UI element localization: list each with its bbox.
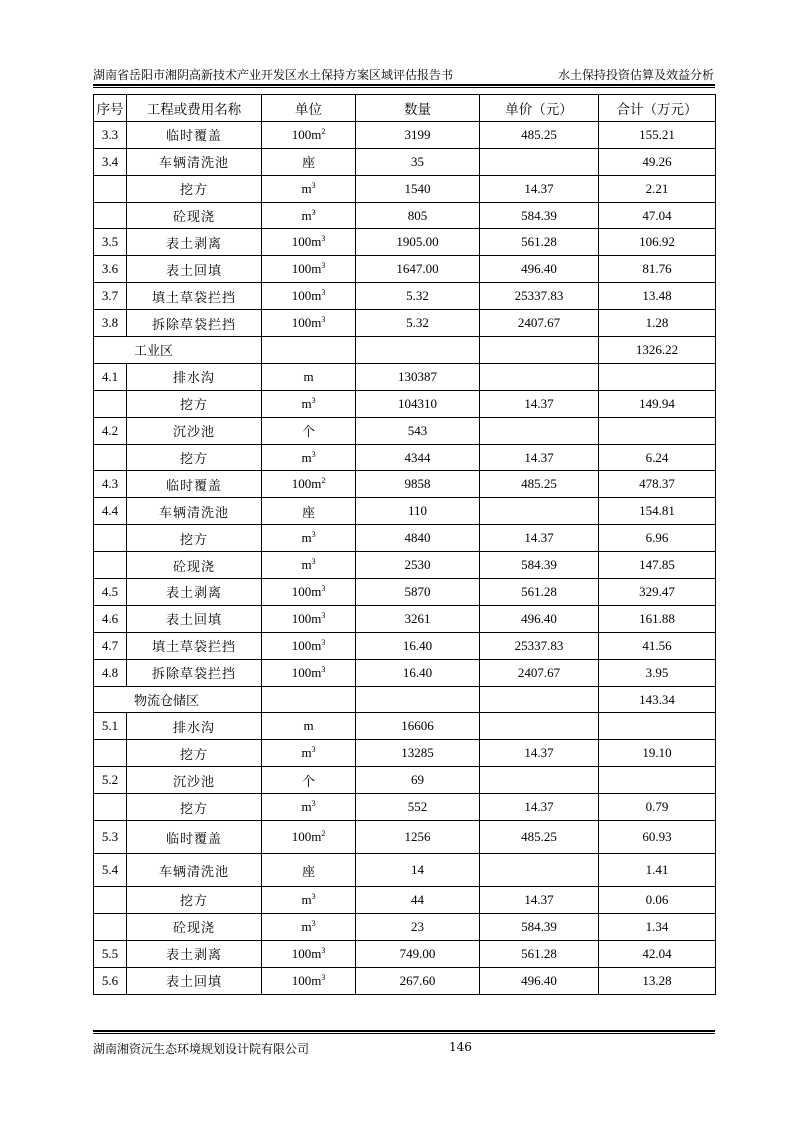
cell-total: 147.85 xyxy=(599,552,716,579)
unit-base: m xyxy=(301,557,312,573)
cell-no: 3.8 xyxy=(94,310,127,337)
cell-no: 4.3 xyxy=(94,471,127,498)
unit-exponent: 3 xyxy=(321,288,326,298)
cell-no: 3.3 xyxy=(94,121,127,148)
cell-total: 60.93 xyxy=(599,821,716,854)
cell-quantity: 9858 xyxy=(356,471,480,498)
cell-no: 4.1 xyxy=(94,363,127,390)
cell-name: 挖方 xyxy=(127,525,262,552)
unit-base: 100m xyxy=(291,610,322,626)
cell-quantity: 1647.00 xyxy=(356,256,480,283)
cell-total: 6.24 xyxy=(599,444,716,471)
table-body xyxy=(94,121,716,994)
table-row xyxy=(94,498,716,525)
cell-unit xyxy=(262,552,356,579)
cell-name: 砼现浇 xyxy=(127,552,262,579)
unit-base: 100m xyxy=(291,476,322,492)
cell-unit xyxy=(262,967,356,994)
unit-base: 100m xyxy=(291,664,322,680)
cell-quantity: 4840 xyxy=(356,525,480,552)
cell-unit xyxy=(262,148,356,175)
cell-unit xyxy=(262,175,356,202)
cell-unit-price: 14.37 xyxy=(480,887,599,914)
table-row xyxy=(94,525,716,552)
unit-base: 100m xyxy=(291,972,322,988)
cell-no xyxy=(94,444,127,471)
unit-exponent: 3 xyxy=(311,395,316,405)
unit-base: 100m xyxy=(291,234,322,250)
cell-quantity: 110 xyxy=(356,498,480,525)
table-row xyxy=(94,552,716,579)
cell-total: 1326.22 xyxy=(599,337,716,364)
cell-quantity: 1905.00 xyxy=(356,229,480,256)
cell-quantity: 1540 xyxy=(356,175,480,202)
cell-name: 车辆清洗池 xyxy=(127,854,262,887)
cell-quantity: 13285 xyxy=(356,740,480,767)
cell-total: 47.04 xyxy=(599,202,716,229)
cell-unit xyxy=(262,767,356,794)
unit-exponent: 3 xyxy=(311,557,316,567)
unit-base: m xyxy=(301,207,312,223)
section-row xyxy=(94,686,716,713)
cell-name: 排水沟 xyxy=(127,363,262,390)
cell-name: 临时覆盖 xyxy=(127,821,262,854)
cell-unit xyxy=(262,417,356,444)
cell-unit xyxy=(262,229,356,256)
cell-unit-price xyxy=(480,713,599,740)
cell-quantity: 543 xyxy=(356,417,480,444)
cell-unit xyxy=(262,794,356,821)
unit-exponent: 3 xyxy=(321,261,326,271)
cell-unit xyxy=(262,363,356,390)
table-row xyxy=(94,940,716,967)
cell-no: 4.6 xyxy=(94,605,127,632)
cell-total xyxy=(599,363,716,390)
cell-unit xyxy=(262,913,356,940)
cell-total xyxy=(599,767,716,794)
table-row xyxy=(94,417,716,444)
section-row xyxy=(94,337,716,364)
cell-no xyxy=(94,913,127,940)
unit-base: m xyxy=(301,891,312,907)
table-row xyxy=(94,967,716,994)
cell-unit xyxy=(262,337,356,364)
cell-no xyxy=(94,525,127,552)
cell-no: 4.5 xyxy=(94,579,127,606)
cell-total: 478.37 xyxy=(599,471,716,498)
cell-unit-price xyxy=(480,337,599,364)
cell-total: 149.94 xyxy=(599,390,716,417)
cell-unit xyxy=(262,498,356,525)
cell-name: 挖方 xyxy=(127,887,262,914)
unit-base: 100m xyxy=(291,288,322,304)
section-title: 工业区 xyxy=(94,337,262,364)
footer-company: 湖南湘资沅生态环境规划设计院有限公司 xyxy=(93,1042,310,1056)
cell-quantity: 16606 xyxy=(356,713,480,740)
cell-quantity: 104310 xyxy=(356,390,480,417)
cell-quantity: 749.00 xyxy=(356,940,480,967)
table-row xyxy=(94,605,716,632)
unit-base: m xyxy=(301,918,312,934)
cell-unit xyxy=(262,821,356,854)
cell-unit xyxy=(262,632,356,659)
cell-unit-price: 485.25 xyxy=(480,471,599,498)
cell-no: 5.6 xyxy=(94,967,127,994)
cell-total: 143.34 xyxy=(599,686,716,713)
cell-unit-price: 496.40 xyxy=(480,967,599,994)
cell-quantity: 14 xyxy=(356,854,480,887)
cell-quantity: 805 xyxy=(356,202,480,229)
table-row xyxy=(94,175,716,202)
cell-no xyxy=(94,794,127,821)
table-row xyxy=(94,887,716,914)
unit-base: m xyxy=(301,530,312,546)
cell-total: 6.96 xyxy=(599,525,716,552)
unit-exponent: 2 xyxy=(321,126,326,136)
cell-name: 排水沟 xyxy=(127,713,262,740)
table-row xyxy=(94,121,716,148)
col-header-no: 序号 xyxy=(94,95,127,122)
cell-name: 表土剥离 xyxy=(127,229,262,256)
unit-base: m xyxy=(301,799,312,815)
table-row xyxy=(94,659,716,686)
cell-unit xyxy=(262,854,356,887)
cell-unit xyxy=(262,202,356,229)
cell-no xyxy=(94,887,127,914)
header-document-title: 湖南省岳阳市湘阴高新技术产业开发区水土保持方案区域评估报告书 xyxy=(93,68,454,82)
cell-total: 42.04 xyxy=(599,940,716,967)
table-row xyxy=(94,913,716,940)
cell-unit-price: 2407.67 xyxy=(480,310,599,337)
cell-unit xyxy=(262,887,356,914)
cell-unit-price: 25337.83 xyxy=(480,632,599,659)
cell-name: 砼现浇 xyxy=(127,913,262,940)
page-number: 146 xyxy=(449,1040,472,1054)
cell-name: 拆除草袋拦挡 xyxy=(127,310,262,337)
cell-name: 填土草袋拦挡 xyxy=(127,283,262,310)
cell-total: 1.28 xyxy=(599,310,716,337)
cell-no xyxy=(94,552,127,579)
table-row xyxy=(94,471,716,498)
cell-name: 沉沙池 xyxy=(127,767,262,794)
cell-unit-price: 584.39 xyxy=(480,202,599,229)
cell-no xyxy=(94,202,127,229)
table-row xyxy=(94,713,716,740)
cell-total xyxy=(599,713,716,740)
cell-no xyxy=(94,740,127,767)
cell-unit-price xyxy=(480,417,599,444)
table-row xyxy=(94,390,716,417)
cell-no: 3.4 xyxy=(94,148,127,175)
cell-total: 1.41 xyxy=(599,854,716,887)
cell-name: 表土回填 xyxy=(127,967,262,994)
cell-unit xyxy=(262,310,356,337)
cell-no: 5.3 xyxy=(94,821,127,854)
cell-name: 挖方 xyxy=(127,175,262,202)
cell-quantity: 16.40 xyxy=(356,632,480,659)
cell-unit xyxy=(262,525,356,552)
cell-unit-price: 561.28 xyxy=(480,229,599,256)
unit-exponent: 3 xyxy=(321,610,326,620)
cell-quantity: 5.32 xyxy=(356,310,480,337)
cell-total: 155.21 xyxy=(599,121,716,148)
unit-exponent: 3 xyxy=(311,449,316,459)
cell-quantity: 1256 xyxy=(356,821,480,854)
cell-total: 81.76 xyxy=(599,256,716,283)
unit-base: 100m xyxy=(291,126,322,142)
cell-unit-price xyxy=(480,148,599,175)
cell-unit xyxy=(262,283,356,310)
cell-name: 挖方 xyxy=(127,794,262,821)
cell-no: 3.7 xyxy=(94,283,127,310)
cell-no: 4.4 xyxy=(94,498,127,525)
cell-unit xyxy=(262,390,356,417)
table-row xyxy=(94,310,716,337)
cell-name: 车辆清洗池 xyxy=(127,148,262,175)
cell-total: 106.92 xyxy=(599,229,716,256)
unit-exponent: 3 xyxy=(311,799,316,809)
cell-total: 3.95 xyxy=(599,659,716,686)
unit-base: m xyxy=(301,395,312,411)
cell-unit xyxy=(262,686,356,713)
cell-unit-price: 496.40 xyxy=(480,605,599,632)
cell-total: 49.26 xyxy=(599,148,716,175)
unit-exponent: 3 xyxy=(311,207,316,217)
cell-unit-price xyxy=(480,498,599,525)
table-row xyxy=(94,854,716,887)
cell-quantity: 16.40 xyxy=(356,659,480,686)
unit-exponent: 3 xyxy=(321,972,326,982)
unit-base: m xyxy=(301,745,312,761)
cell-unit-price: 14.37 xyxy=(480,525,599,552)
unit-base: 个 xyxy=(301,773,315,789)
cell-no: 4.7 xyxy=(94,632,127,659)
footer-rule xyxy=(93,1030,715,1032)
cell-total: 2.21 xyxy=(599,175,716,202)
cell-unit-price: 584.39 xyxy=(480,913,599,940)
col-header-total: 合计（万元） xyxy=(599,95,716,122)
table-row xyxy=(94,229,716,256)
cell-unit xyxy=(262,579,356,606)
cell-name: 表土回填 xyxy=(127,605,262,632)
cell-quantity: 23 xyxy=(356,913,480,940)
cell-unit-price: 496.40 xyxy=(480,256,599,283)
cell-no xyxy=(94,175,127,202)
footer-rule-thin xyxy=(93,1033,715,1034)
cell-quantity: 5870 xyxy=(356,579,480,606)
cell-quantity: 5.32 xyxy=(356,283,480,310)
cell-unit xyxy=(262,659,356,686)
cell-unit-price: 485.25 xyxy=(480,821,599,854)
cell-quantity: 2530 xyxy=(356,552,480,579)
col-header-name: 工程或费用名称 xyxy=(127,95,262,122)
cell-total: 19.10 xyxy=(599,740,716,767)
cell-name: 挖方 xyxy=(127,740,262,767)
unit-exponent: 3 xyxy=(311,891,316,901)
cell-unit xyxy=(262,940,356,967)
cell-no: 5.2 xyxy=(94,767,127,794)
cell-name: 砼现浇 xyxy=(127,202,262,229)
cell-unit-price: 14.37 xyxy=(480,175,599,202)
unit-base: m xyxy=(301,449,312,465)
cell-name: 临时覆盖 xyxy=(127,121,262,148)
cell-name: 表土回填 xyxy=(127,256,262,283)
cell-unit-price: 561.28 xyxy=(480,579,599,606)
unit-base: m xyxy=(301,180,312,196)
table-row xyxy=(94,794,716,821)
cell-no: 4.8 xyxy=(94,659,127,686)
cell-no: 5.5 xyxy=(94,940,127,967)
cell-unit-price xyxy=(480,686,599,713)
unit-base: 100m xyxy=(291,583,322,599)
cell-quantity xyxy=(356,337,480,364)
cell-unit xyxy=(262,713,356,740)
unit-base: 座 xyxy=(301,504,315,520)
section-title: 物流仓储区 xyxy=(94,686,262,713)
cell-no: 3.6 xyxy=(94,256,127,283)
cell-total: 41.56 xyxy=(599,632,716,659)
table-row xyxy=(94,202,716,229)
header-chapter-title: 水土保持投资估算及效益分析 xyxy=(557,68,714,82)
unit-base: 个 xyxy=(301,424,315,440)
cell-quantity: 267.60 xyxy=(356,967,480,994)
cell-unit-price xyxy=(480,363,599,390)
cell-total: 154.81 xyxy=(599,498,716,525)
unit-exponent: 3 xyxy=(321,234,326,244)
cell-unit-price xyxy=(480,767,599,794)
cell-name: 挖方 xyxy=(127,444,262,471)
table-row xyxy=(94,148,716,175)
unit-exponent: 2 xyxy=(321,829,326,839)
unit-exponent: 3 xyxy=(311,745,316,755)
cell-quantity: 130387 xyxy=(356,363,480,390)
cell-unit xyxy=(262,121,356,148)
table-row xyxy=(94,444,716,471)
table-row xyxy=(94,740,716,767)
cell-quantity xyxy=(356,686,480,713)
cost-estimate-table xyxy=(93,94,716,995)
unit-base: 100m xyxy=(291,637,322,653)
unit-exponent: 3 xyxy=(321,945,326,955)
unit-base: m xyxy=(303,718,314,734)
cell-unit-price: 561.28 xyxy=(480,940,599,967)
cell-name: 挖方 xyxy=(127,390,262,417)
cell-unit-price: 14.37 xyxy=(480,444,599,471)
col-header-unit: 单位 xyxy=(262,95,356,122)
unit-exponent: 3 xyxy=(311,530,316,540)
cell-name: 沉沙池 xyxy=(127,417,262,444)
cell-name: 表土剥离 xyxy=(127,940,262,967)
cell-total: 329.47 xyxy=(599,579,716,606)
cell-quantity: 44 xyxy=(356,887,480,914)
header-rule-thin xyxy=(93,87,715,88)
cell-unit-price: 25337.83 xyxy=(480,283,599,310)
cell-no: 5.1 xyxy=(94,713,127,740)
table-row xyxy=(94,256,716,283)
cell-unit-price: 2407.67 xyxy=(480,659,599,686)
cell-name: 临时覆盖 xyxy=(127,471,262,498)
cell-unit xyxy=(262,444,356,471)
table-row xyxy=(94,579,716,606)
col-header-quantity: 数量 xyxy=(356,95,480,122)
unit-exponent: 3 xyxy=(321,315,326,325)
unit-base: 100m xyxy=(291,261,322,277)
cell-unit-price: 14.37 xyxy=(480,390,599,417)
table-row xyxy=(94,767,716,794)
cell-quantity: 552 xyxy=(356,794,480,821)
unit-base: m xyxy=(303,368,314,384)
cell-no xyxy=(94,390,127,417)
unit-exponent: 2 xyxy=(321,476,326,486)
cell-no: 3.5 xyxy=(94,229,127,256)
unit-exponent: 3 xyxy=(321,664,326,674)
cell-quantity: 3261 xyxy=(356,605,480,632)
cell-total: 13.28 xyxy=(599,967,716,994)
table-row xyxy=(94,283,716,310)
cell-total: 161.88 xyxy=(599,605,716,632)
unit-base: 100m xyxy=(291,945,322,961)
cell-unit-price: 485.25 xyxy=(480,121,599,148)
cell-unit-price xyxy=(480,854,599,887)
cell-total: 1.34 xyxy=(599,913,716,940)
unit-exponent: 3 xyxy=(311,918,316,928)
cell-quantity: 69 xyxy=(356,767,480,794)
unit-exponent: 3 xyxy=(311,180,316,190)
unit-exponent: 3 xyxy=(321,583,326,593)
cell-unit xyxy=(262,740,356,767)
cell-no: 4.2 xyxy=(94,417,127,444)
table-row xyxy=(94,632,716,659)
cell-unit xyxy=(262,256,356,283)
table-row xyxy=(94,363,716,390)
cell-no: 5.4 xyxy=(94,854,127,887)
unit-base: 100m xyxy=(291,829,322,845)
unit-base: 座 xyxy=(301,155,315,171)
cell-total: 0.06 xyxy=(599,887,716,914)
cell-total xyxy=(599,417,716,444)
unit-base: 100m xyxy=(291,315,322,331)
cell-unit xyxy=(262,605,356,632)
table-header-row xyxy=(94,95,716,122)
cell-unit-price: 14.37 xyxy=(480,740,599,767)
header-rule xyxy=(93,84,715,86)
cell-name: 拆除草袋拦挡 xyxy=(127,659,262,686)
cell-name: 车辆清洗池 xyxy=(127,498,262,525)
table-row xyxy=(94,821,716,854)
unit-exponent: 3 xyxy=(321,637,326,647)
cell-unit-price: 14.37 xyxy=(480,794,599,821)
cell-unit-price: 584.39 xyxy=(480,552,599,579)
cell-quantity: 4344 xyxy=(356,444,480,471)
cell-quantity: 35 xyxy=(356,148,480,175)
unit-base: 座 xyxy=(301,863,315,879)
cell-quantity: 3199 xyxy=(356,121,480,148)
col-header-unit-price: 单价（元） xyxy=(480,95,599,122)
cell-total: 0.79 xyxy=(599,794,716,821)
cell-name: 填土草袋拦挡 xyxy=(127,632,262,659)
cell-total: 13.48 xyxy=(599,283,716,310)
cell-unit xyxy=(262,471,356,498)
cell-name: 表土剥离 xyxy=(127,579,262,606)
